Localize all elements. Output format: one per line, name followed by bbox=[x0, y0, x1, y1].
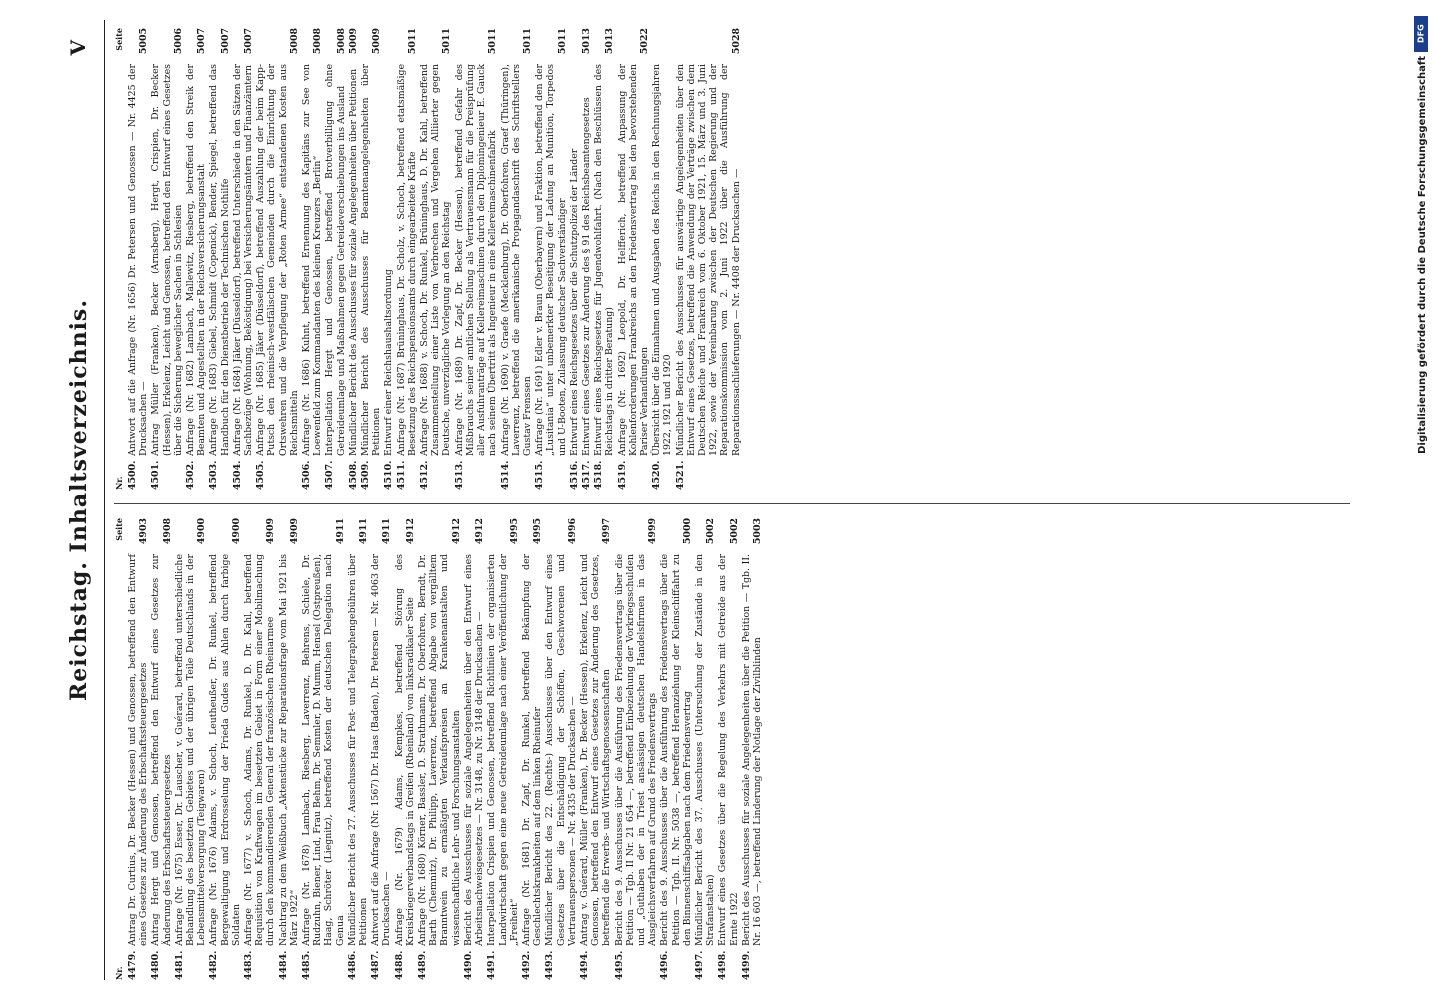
entry-text: Mündlicher Bericht des Ausschusses für soziale Angelegenheiten über Petitionen bbox=[347, 68, 359, 456]
entry-number: 4518. bbox=[593, 460, 605, 490]
index-entry bbox=[579, 518, 613, 980]
entry-page: 4909 bbox=[265, 518, 277, 545]
entry-page: 5006 bbox=[172, 28, 184, 55]
index-entry bbox=[232, 28, 254, 490]
seite-heading: Seite bbox=[114, 28, 124, 51]
index-entry bbox=[243, 518, 277, 980]
index-entry bbox=[396, 28, 418, 490]
entry-number: 4513. bbox=[453, 460, 465, 490]
index-entry bbox=[185, 28, 207, 490]
entry-text: Anfrage (Nr. 1675) Esser, Dr. Lauscher, v. Guérard, betreffend unterschiedliche Behandlung des besetzten Gebietes und der übrigen Teile Deutschlands in der Lebensmittelversorgung (Teigwaren) bbox=[173, 554, 208, 946]
index-entry bbox=[569, 28, 580, 490]
entry-number: 4484. bbox=[277, 950, 289, 980]
entry-text: Mündlicher Bericht des Ausschusses für auswärtige Angelegenheiten über den Entwurf eines Gesetzes, betreffend die Anwendung der Verträge zwischen dem Deutschen Reiche und Frankreich vom 6. Oktober 1921, 15. März und 3. Juni 1922, sowie der Vereinbarung zwischen der Deutschen Regierung und der Reparationskommission vom 2. Juni 1922 über die Ausführung der Reparationssachlieferungen — Nr. 4408 der Drucksachen — bbox=[674, 64, 742, 456]
entry-number: 4519. bbox=[616, 460, 628, 490]
index-entry bbox=[544, 518, 578, 980]
index-entry bbox=[659, 518, 693, 980]
index-entry bbox=[717, 518, 739, 980]
entry-page: 5013 bbox=[604, 28, 616, 55]
entry-text: Mündlicher Bericht des 22. (Rechts-) Ausschusses über den Entwurf eines Gesetzes über die Entschädigung der Schöffen, Geschworenen und Vertrauenspersonen — Nr. 4335 der Drucksachen — bbox=[544, 554, 578, 946]
page-header bbox=[60, 20, 108, 980]
index-entry bbox=[694, 518, 716, 980]
entry-page: 4912 bbox=[404, 518, 416, 545]
entry-text: Anfrage (Nr. 1688) v. Schoch, Dr. Runkel, Brüninghaus, D. Dr. Kahl, betreffend Zusammenstellung einer Liste von Verbrechen und Vergehen Alliierter gegen Deutsche, unverzügliche Vorlegung an den Reichstag bbox=[419, 64, 453, 456]
index-entry bbox=[370, 518, 392, 980]
entry-page: 4912 bbox=[450, 518, 462, 545]
entry-number: 4481. bbox=[173, 950, 185, 980]
index-entry bbox=[301, 28, 323, 490]
entry-number: 4521. bbox=[674, 460, 686, 490]
column-head-right bbox=[114, 28, 127, 490]
entry-page: 4911 bbox=[334, 518, 346, 545]
entry-text: Anfrage (Nr. 1686) Kuhnt, betreffend Ernennung des Kapitäns zur See von Loewenfeld zum Kommandanten des kleinen Kreuzers „Berlin“ bbox=[301, 64, 324, 456]
entry-text: Anfrage (Nr. 1684) Jäker (Düsseldorf), betreffend Unterschiede in den Sätzen der Sachbezüge (Wohnung, Beköstigung) bei Versicherungsämtern und Finanzämtern bbox=[231, 64, 255, 456]
index-entry bbox=[174, 518, 208, 980]
entry-text: Antrag Hergt und Genossen, betreffend den Entwurf eines Gesetzes zur Änderung des Erbschaftssteuergesetzes bbox=[150, 554, 173, 946]
entry-text: Anfrage (Nr. 1680) Körner, Bassler, D. Strathmann, Dr. Oberfohren, Berndt, Dr. Barth (Chemnitz), Dr. Philipp, Laverrenz, betreffend Abgabe von vergälltem Branntwein zu ermäßigten Verkaufspreisen an Krankenanstalten und wissenschaftliche Lehr- und Forschungsanstalten bbox=[417, 554, 462, 946]
index-entry bbox=[521, 518, 543, 980]
index-entry bbox=[675, 28, 742, 490]
nr-heading: Nr. bbox=[114, 476, 124, 490]
entry-text: Bericht des Ausschusses für soziale Angelegenheiten über den Entwurf eines Arbeitsnachweisgesetzes — Nr. 3148, zu Nr. 3148 der Drucksachen — bbox=[462, 554, 486, 946]
column-head-left bbox=[114, 518, 127, 980]
index-entry bbox=[741, 518, 763, 980]
entry-text: Mündlicher Bericht des 37. Ausschusses (Untersuchung der Zustände in den Strafanstalten) bbox=[693, 554, 717, 946]
index-entry bbox=[593, 28, 615, 490]
entry-page: 5011 bbox=[556, 28, 568, 55]
entry-number: 4494. bbox=[578, 950, 590, 980]
entry-text: Anfrage (Nr. 1682) Lambach, Mallewitz, Riesberg, betreffend den Streik der Beamten und Angestellten in der Reichsversicherungsanstalt bbox=[185, 64, 208, 456]
nr-heading: Nr. bbox=[114, 966, 124, 980]
index-entry bbox=[651, 28, 673, 490]
index-entry bbox=[463, 518, 485, 980]
entry-text: Anfrage (Nr. 1687) Brüninghaus, Dr. Scholz, v. Schoch, betreffend etatsmäßige Besetzung des Reichspensionsamts durch eingearbeitete Kräfte bbox=[395, 64, 418, 456]
entry-page: 5008 bbox=[288, 28, 300, 55]
entry-text: Nachtrag zu dem Weißbuch „Aktenstücke zur Reparationsfrage vom Mai 1921 bis März 1922“ bbox=[277, 554, 300, 946]
entry-text: Antrag Dr. Curtius, Dr. Becker (Hessen) und Genossen, betreffend den Entwurf eines Gesetzes zur Änderung des Erbschaftssteuergesetzes bbox=[127, 554, 150, 946]
entry-page: 5007 bbox=[219, 28, 231, 55]
header-rule bbox=[104, 20, 105, 980]
entry-number: 4500. bbox=[127, 460, 138, 490]
index-entry bbox=[581, 28, 592, 490]
entry-text: Übersicht über die Einnahmen und Ausgaben des Reichs in den Rechnungsjahren 1922, 1921 und 1920 bbox=[651, 64, 674, 456]
entry-number: 4503. bbox=[208, 460, 220, 490]
entry-number: 4499. bbox=[740, 950, 752, 980]
right-column bbox=[114, 28, 1360, 490]
entry-text: Entwurf einer Reichshaushaltsordnung bbox=[383, 269, 395, 456]
entry-text: Entwurf eines Gesetzes zur Änderung des § 91 des Reichsbeamtengesetzes bbox=[580, 97, 592, 456]
left-column bbox=[114, 518, 1360, 980]
entry-text: Anfrage (Nr. 1689) Dr. Zapf, Dr. Becker (Hessen), betreffend Gefahr des Mißbrauchs seiner amtlichen Stellung als Vertrauensmann für die Preisprüfung aller Ausfuhranträge auf Kellereimaschinen durch den Diplomingenieur E. Gauck nach seinem Übertritt als Ingenieur in eine Kellereimaschinenfabrik bbox=[453, 64, 499, 456]
entry-text: Antrag Müller (Franken), Becker (Arnsberg), Hergt, Crispien, Dr. Becker (Hessen), Erkelenz, Leicht und Genossen, betreffend den Entwurf eines Gesetzes über die Sicherung beweglicher Sachen in Schlesien bbox=[150, 64, 184, 456]
index-entry bbox=[255, 28, 300, 490]
entry-text: Bericht des 9. Ausschusses über die Ausführung des Friedensvertrags über die Petition — Tgb. II. Nr. 5038 —, betreffend Heranziehung der Kleinschiffahrt zu den Binnenschiffsabgaben nach dem Friedensvertrag bbox=[659, 554, 693, 946]
entry-number: 4485. bbox=[301, 950, 313, 980]
entry-page: 4995 bbox=[508, 518, 520, 545]
entry-page: 5000 bbox=[681, 518, 693, 545]
document-page bbox=[60, 20, 1360, 980]
entry-number: 4496. bbox=[659, 950, 671, 980]
entry-text: Mündlicher Bericht des 27. Ausschusses für Post- und Telegraphengebühren über Petitionen bbox=[346, 554, 370, 946]
entry-text: Anfrage (Nr. 1691) Edler v. Braun (Oberbayern) und Fraktion, betreffend den der „Lusitania“ unter unbemerkter Beseitigung der Ladung an Munition, Torpedos und U-Booten, Zulassung deutscher Sachverständiger bbox=[534, 64, 568, 456]
index-entry bbox=[127, 518, 149, 980]
entry-page: 4995 bbox=[532, 518, 544, 545]
index-entry bbox=[614, 518, 659, 980]
index-entry bbox=[394, 518, 416, 980]
digitization-footer bbox=[1410, 8, 1432, 992]
entry-text: Entwurf eines Gesetzes über die Regelung des Verkehrs mit Getreide aus der Ernte 1922 bbox=[717, 554, 740, 946]
index-entry bbox=[301, 518, 346, 980]
entry-number: 4495. bbox=[613, 950, 625, 980]
entry-text: Antwort auf die Anfrage (Nr. 1656) Dr. Petersen und Genossen — Nr. 4425 der Drucksachen — bbox=[127, 64, 150, 456]
entry-list-left bbox=[127, 518, 763, 980]
entry-number: 4488. bbox=[393, 950, 405, 980]
entry-number: 4492. bbox=[520, 950, 532, 980]
entry-text: Entwurf eines Reichsgesetzes über die Schutzpolizei der Länder bbox=[568, 148, 580, 456]
index-entry bbox=[617, 28, 651, 490]
index-entry bbox=[150, 518, 172, 980]
entry-number: 4483. bbox=[243, 950, 255, 980]
entry-number: 4506. bbox=[301, 460, 313, 490]
entry-page: 5011 bbox=[487, 28, 499, 55]
entry-text: Anfrage (Nr. 1681) Dr. Zapf, Dr. Runkel, betreffend Bekämpfung der Geschlechtskrankheiten auf dem linken Rheinufer bbox=[520, 554, 544, 946]
index-entry bbox=[348, 28, 359, 490]
entry-text: Anfrage (Nr. 1692) Leopold, Dr. Helfferich, betreffend Anpassung der Kohlenforderungen Frankreichs an den Friedensvertrag bei den bevorstehenden Pariser Verhandlungen bbox=[616, 64, 650, 456]
entry-page: 4996 bbox=[566, 518, 578, 545]
entry-page: 5011 bbox=[441, 28, 453, 55]
entry-page: 5013 bbox=[580, 28, 592, 55]
entry-text: Anfrage (Nr. 1678) Lambach, Riesberg, Laverrenz, Behrens, Schiele, Dr. Rudzuhn, Biener, Lind, Frau Behm, Dr. Semmler, D. Mumm, Hensel (Ostpreußen), Haag, Schröter (Liegnitz), betreffend Kosten der deutschen Delegation nach Genua bbox=[301, 554, 346, 946]
column-divider bbox=[114, 503, 1350, 504]
index-entry bbox=[278, 518, 300, 980]
entry-page: 5003 bbox=[751, 518, 763, 545]
index-entry bbox=[208, 518, 242, 980]
entry-number: 4502. bbox=[185, 460, 197, 490]
page-title: Reichstag. Inhaltsverzeichnis. bbox=[66, 299, 92, 701]
entry-text: Anfrage (Nr. 1677) v. Schoch, Adams, Dr. Runkel, D. Dr. Kahl, betreffend Requisition von Kraftwagen im besetzten Gebiet in Form einer Mobilmachung durch den kommandierenden General der französischen Rheinarmee bbox=[243, 554, 277, 946]
entry-number: 4511. bbox=[395, 460, 407, 490]
index-entry bbox=[534, 28, 568, 490]
entry-number: 4501. bbox=[150, 460, 162, 490]
entry-number: 4515. bbox=[534, 460, 546, 490]
index-entry bbox=[419, 28, 453, 490]
index-entry bbox=[347, 518, 369, 980]
page-number: V bbox=[66, 40, 90, 56]
entry-number: 4514. bbox=[499, 460, 511, 490]
entry-page: 4900 bbox=[230, 518, 242, 545]
entry-list-right bbox=[127, 28, 742, 490]
entry-page: 4909 bbox=[288, 518, 300, 545]
entry-text: Anfrage (Nr. 1690) v. Graefe (Mecklenburg), Dr. Oberfohren, Graef (Thüringen), Laverrenz, betreffend die amerikanische Propagandaschrift des Schriftstellers Gustav Frenssen bbox=[499, 64, 533, 456]
entry-number: 4498. bbox=[717, 950, 729, 980]
entry-number: 4505. bbox=[255, 460, 267, 490]
entry-number: 4489. bbox=[417, 950, 429, 980]
dfg-logo: DFG bbox=[1414, 16, 1428, 52]
entry-number: 4487. bbox=[370, 950, 382, 980]
entry-number: 4509. bbox=[360, 460, 372, 490]
seite-heading: Seite bbox=[114, 518, 124, 541]
entry-number: 4510. bbox=[383, 460, 395, 490]
entry-number: 4517. bbox=[580, 460, 592, 490]
entry-number: 4491. bbox=[486, 950, 498, 980]
entry-page: 5028 bbox=[730, 28, 742, 55]
entry-page: 5011 bbox=[406, 28, 418, 55]
entry-text: Antwort auf die Anfrage (Nr. 1567) Dr. Haas (Baden), Dr. Petersen — Nr. 4063 der Drucksachen — bbox=[370, 554, 393, 946]
entry-page: 5009 bbox=[347, 28, 359, 55]
index-entry bbox=[417, 518, 462, 980]
entry-page: 4997 bbox=[601, 518, 613, 545]
funding-note: Digitalisierung gefördert durch die Deutsche Forschungsgemeinschaft bbox=[1417, 56, 1428, 454]
entry-page: 4912 bbox=[474, 518, 486, 545]
entry-page: 5007 bbox=[196, 28, 208, 55]
entry-text: Bericht des Ausschusses für soziale Angelegenheiten über die Petition — Tgb. II. Nr. 16 603 —, betreffend Linderung der Notlage der Zivilblinden bbox=[740, 554, 763, 946]
entry-page: 4999 bbox=[647, 518, 659, 545]
entry-page: 5009 bbox=[371, 28, 383, 55]
index-entry bbox=[208, 28, 230, 490]
entry-text: Interpellation Hergt und Genossen, betreffend Brotverbilligung ohne Getreideumlage und Maßnahmen gegen Getreideverschiebungen ins Ausland bbox=[324, 64, 347, 456]
entry-page: 4908 bbox=[161, 518, 173, 545]
entry-page: 5008 bbox=[312, 28, 324, 55]
index-entry bbox=[150, 28, 184, 490]
entry-number: 4504. bbox=[231, 460, 243, 490]
index-entry bbox=[360, 28, 382, 490]
entry-page: 5002 bbox=[728, 518, 740, 545]
entry-text: Mündlicher Bericht des Ausschusses für Beamtenangelegenheiten über Petitionen bbox=[360, 64, 383, 456]
entry-number: 4508. bbox=[347, 460, 359, 490]
entry-number: 4493. bbox=[544, 950, 556, 980]
entry-page: 5011 bbox=[521, 28, 533, 55]
entry-page: 4911 bbox=[381, 518, 393, 545]
entry-page: 4911 bbox=[358, 518, 370, 545]
entry-text: Anfrage (Nr. 1676) Adams, v. Schoch, Leutheußer, Dr. Runkel, betreffend Bergewaltigung und Erdrosselung der Frieda Gudes aus Ahlen durch farbige Soldaten bbox=[208, 554, 242, 946]
entry-text: Anfrage (Nr. 1685) Jäker (Düsseldorf), betreffend Auszahlung der beim Kapp-Putsch den rheinisch-westfälischen Gemeinden durch die Einrichtung der Ortswehren und die Verpflegung der „Roten Armee“ entstandenen Kosten aus Reichsmitteln bbox=[255, 64, 300, 456]
entry-text: Anfrage (Nr. 1683) Giebel, Schmidt (Copenick), Bender, Spiegel, betreffend das Handbuch für den Dienstbetrieb der Technischen Nothilfe bbox=[208, 64, 231, 456]
entry-page: 5022 bbox=[638, 28, 650, 55]
entry-number: 4490. bbox=[462, 950, 474, 980]
entry-number: 4497. bbox=[693, 950, 705, 980]
index-entry bbox=[383, 28, 394, 490]
entry-text: Antrag v. Guérard, Müller (Franken), Dr. Becker (Hessen), Erkelenz, Leicht und Genossen, betreffend den Entwurf eines Gesetzes zur Änderung des Gesetzes, betreffend die Erwerbs- und Wirtschaftsgenossenschaften bbox=[578, 554, 613, 946]
entry-text: Anfrage (Nr. 1679) Adams, Kempkes, betreffend Störung des Kreiskriegerverbandstags in Greifen (Rheinland) von linksradikaler Seite bbox=[393, 554, 416, 946]
index-entry bbox=[127, 28, 149, 490]
entry-number: 4486. bbox=[346, 950, 358, 980]
entry-text: Interpellation Crispien und Genossen, betreffend Richtlinien der organisierten Landwirtschaft gegen eine neue Getreideumlage nach einer Veröffentlichung der „Freiheit“ bbox=[486, 554, 520, 946]
entry-text: Entwurf eines Reichsgesetzes für Jugendwohlfahrt. (Nach den Beschlüssen des Reichstags in dritter Beratung) bbox=[593, 64, 616, 456]
entry-page: 4900 bbox=[196, 518, 208, 545]
index-entry bbox=[324, 28, 346, 490]
entry-number: 4520. bbox=[651, 460, 663, 490]
entry-page: 5007 bbox=[243, 28, 255, 55]
entry-number: 4512. bbox=[419, 460, 431, 490]
entry-number: 4482. bbox=[208, 950, 220, 980]
entry-text: Bericht des 9. Ausschusses über die Ausführung des Friedensvertrags über die Petition — Tgb. II Nr. 21 654 —, betreffend Einbeziehung der Vorkriegsschulden und „Guthaben der in Triest ansässigen deutschen Handelsfirmen in das Ausgleichsverfahren auf Grund des Friedensvertrags bbox=[613, 554, 659, 946]
entry-number: 4516. bbox=[568, 460, 580, 490]
index-entry bbox=[500, 28, 534, 490]
entry-page: 5005 bbox=[138, 28, 150, 55]
index-entry bbox=[454, 28, 499, 490]
entry-page: 5008 bbox=[335, 28, 347, 55]
entry-number: 4479. bbox=[127, 950, 138, 980]
entry-number: 4507. bbox=[324, 460, 336, 490]
entry-page: 5002 bbox=[705, 518, 717, 545]
entry-number: 4480. bbox=[150, 950, 162, 980]
entry-page: 4903 bbox=[138, 518, 150, 545]
index-entry bbox=[486, 518, 520, 980]
